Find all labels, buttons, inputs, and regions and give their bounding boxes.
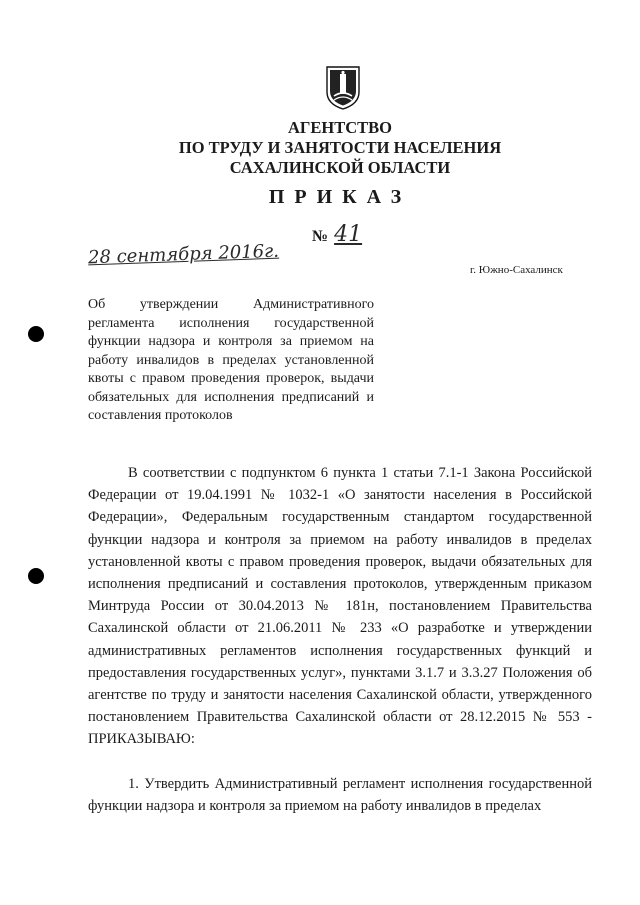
city-label: г. Южно-Сахалинск xyxy=(470,264,563,276)
agency-name xyxy=(120,118,560,178)
coat-of-arms-emblem xyxy=(325,66,361,110)
body-paragraph: В соответствии с подпунктом 6 пункта 1 статьи 7.1-1 Закона Российской Федерации от 19.04.1991 № 1032-1 «О занятости населения в Российской Федерации», Федеральным государственным стандартом государственной функции надзора и контроля за приемом на работу инвалидов в пределах установленной квоты с правом проведения проверок, выдачи обязательных для исполнения предписаний и составления протоколов, утвержденным приказом Минтруда России от 30.04.2013 № 181н, постановлением Правительства Сахалинской области от 21.06.2011 № 233 «О разработке и утверждении административных регламентов исполнения государственных функций и предоставления государственных услуг», пунктами 3.1.7 и 3.3.27 Положения об агентстве по труду и занятости населения Сахалинской области, утвержденного постановлением Правительства Сахалинской области от 28.12.2015 № 553 - ПРИКАЗЫВАЮ: xyxy=(88,465,592,748)
number-value-handwritten: 41 xyxy=(334,222,363,247)
agency-line: ПО ТРУДУ И ЗАНЯТОСТИ НАСЕЛЕНИЯ xyxy=(178,138,502,157)
order-number xyxy=(312,222,362,247)
punch-hole xyxy=(28,326,44,342)
order-date-handwritten: 28 сентября 2016г. xyxy=(87,240,280,269)
order-subject: Об утверждении Административного регламента исполнения государственной функции надзора и контроля за приемом на работу инвалидов в пределах установленной квоты с правом проведения проверок, выдачи обязательных для исполнения предписаний и составления протоколов xyxy=(88,297,374,423)
body-paragraph: 1. Утвердить Административный регламент исполнения государственной функции надзора и контроля за приемом на работу инвалидов в пределах xyxy=(88,775,592,814)
agency-line: АГЕНТСТВО xyxy=(287,118,393,137)
order-body xyxy=(88,462,592,817)
number-label: № xyxy=(312,228,329,245)
agency-line: САХАЛИНСКОЙ ОБЛАСТИ xyxy=(229,158,451,177)
document-type-title: ПРИКАЗ xyxy=(268,186,412,208)
punch-hole xyxy=(28,568,44,584)
